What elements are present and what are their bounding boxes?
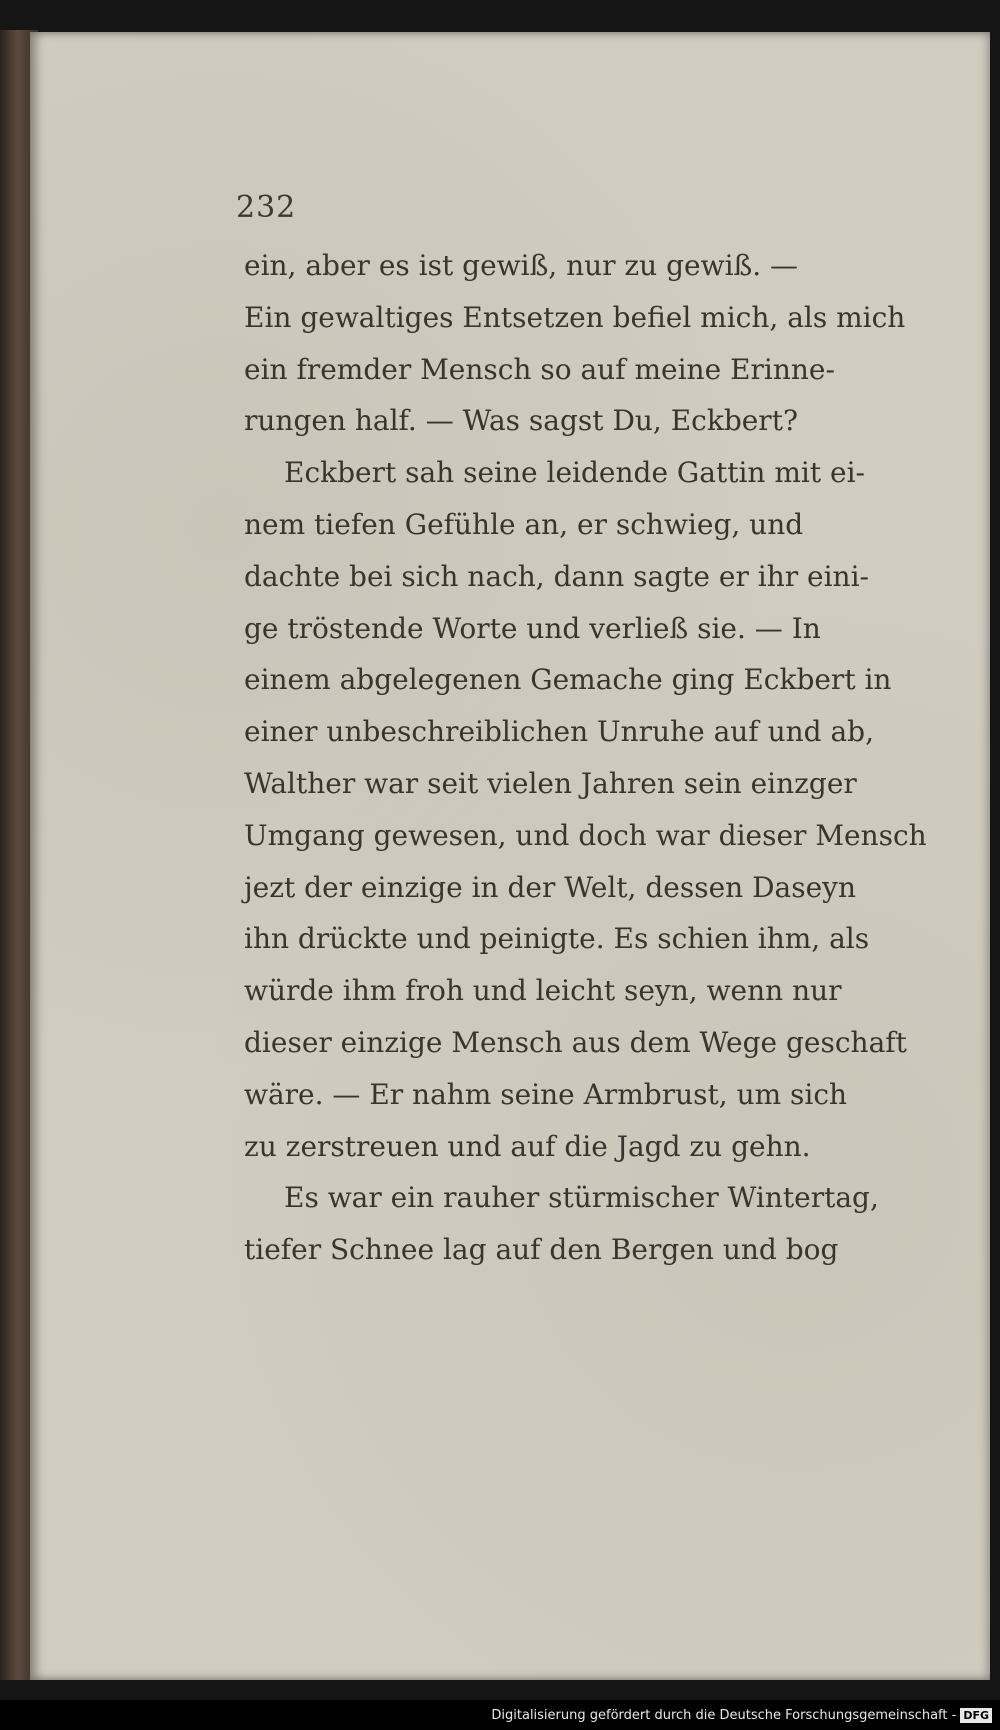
- text-line: zu zerstreuen und auf die Jagd zu gehn.: [244, 1129, 811, 1163]
- text-line: tiefer Schnee lag auf den Bergen und bog: [244, 1233, 839, 1267]
- text-line: Ein gewaltiges Entsetzen befiel mich, als mich: [244, 300, 906, 334]
- text-line: einem abgelegenen Gemache ging Eckbert in: [244, 663, 892, 697]
- text-line: ein, aber es ist gewiß, nur zu gewiß. —: [244, 249, 799, 282]
- text-line: Umgang gewesen, und doch war dieser Mensch: [244, 818, 927, 852]
- text-line: einer unbeschreiblichen Unruhe auf und ab,: [244, 715, 874, 749]
- page-number: 232: [236, 190, 297, 225]
- text-line: rungen half. — Was sagst Du, Eckbert?: [244, 404, 798, 438]
- dfg-logo: DFG: [960, 1708, 992, 1723]
- credit-text: Digitalisierung gefördert durch die Deutsche Forschungsgemeinschaft -: [491, 1707, 957, 1723]
- page-text: [244, 240, 927, 1276]
- text-line: jezt der einzige in der Welt, dessen Daseyn: [244, 870, 857, 904]
- text-line: wäre. — Er nahm seine Armbrust, um sich: [244, 1077, 848, 1111]
- text-line: Walther war seit vielen Jahren sein einzger: [244, 766, 857, 800]
- text-line: Es war ein rauher stürmischer Wintertag,: [284, 1181, 879, 1215]
- text-line: Eckbert sah seine leidende Gattin mit ei-: [284, 456, 866, 490]
- text-line: nem tiefen Gefühle an, er schwieg, und: [244, 507, 804, 541]
- text-line: ge tröstende Worte und verließ sie. — In: [244, 611, 821, 645]
- text-line: ihn drückte und peinigte. Es schien ihm, als: [244, 922, 870, 956]
- text-line: würde ihm froh und leicht seyn, wenn nur: [244, 974, 842, 1008]
- text-line: ein fremder Mensch so auf meine Erinne-: [244, 352, 835, 386]
- text-line: dieser einzige Mensch aus dem Wege geschaft: [244, 1025, 907, 1059]
- text-line: dachte bei sich nach, dann sagte er ihr eini-: [244, 559, 869, 593]
- digitization-credit-bar: [0, 1700, 1000, 1730]
